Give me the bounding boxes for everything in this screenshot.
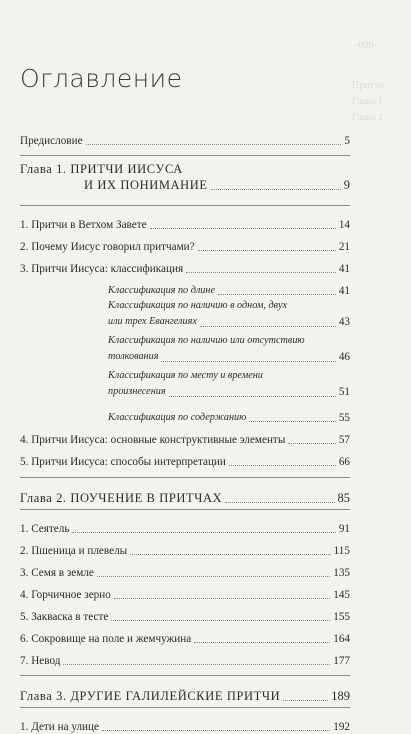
leader-dots — [229, 465, 336, 466]
chapter-title: Глава 2. ПОУЧЕНИЕ В ПРИТЧАХ — [20, 491, 223, 505]
leader-dots — [161, 361, 335, 362]
toc-entry-page: 51 — [338, 386, 350, 398]
toc-entry-page: 57 — [338, 434, 350, 446]
toc-entry[interactable] — [20, 425, 350, 447]
toc-subentry-label: Классификация по наличию в одном, двух — [108, 300, 287, 311]
toc-entry-page: 66 — [338, 456, 350, 468]
toc-entry-label: Предисловие — [20, 135, 83, 147]
leader-dots — [218, 294, 336, 295]
toc-entry[interactable] — [20, 624, 350, 646]
toc-entry-page: 145 — [333, 589, 350, 601]
bleed-through-text: -000- — [355, 40, 377, 51]
toc-entry-page: 46 — [338, 351, 350, 363]
toc-subentry-label: Классификация по длине — [108, 285, 215, 296]
toc-entry-page: 135 — [333, 567, 350, 579]
bleed-through-text: Притчи — [352, 80, 385, 91]
toc-entry[interactable] — [20, 558, 350, 580]
toc-entry-page: 55 — [338, 412, 350, 424]
toc-entry-label: 5. Притчи Иисуса: способы интерпретации — [20, 456, 226, 468]
leader-dots — [102, 730, 330, 731]
toc-entry-page: 115 — [333, 545, 350, 557]
toc-entry-label: 1. Притчи в Ветхом Завете — [20, 219, 147, 231]
toc-chapter-1[interactable] — [20, 161, 350, 201]
toc-subentry-label: Классификация по наличию или отсутствию — [108, 335, 305, 346]
toc-subentry[interactable] — [20, 333, 350, 368]
leader-dots — [249, 421, 335, 422]
leader-dots — [169, 396, 336, 397]
leader-dots — [150, 228, 336, 229]
leader-dots — [194, 642, 330, 643]
toc-entry[interactable] — [20, 602, 350, 624]
toc-entry-page: 192 — [333, 721, 350, 733]
toc-entry[interactable] — [20, 210, 350, 232]
toc-subentry[interactable] — [20, 403, 350, 425]
toc-entry-label: 2. Почему Иисус говорил притчами? — [20, 241, 195, 253]
leader-dots — [211, 189, 341, 190]
leader-dots — [288, 443, 335, 444]
leader-dots — [283, 700, 328, 701]
toc-entry-label: 6. Сокровище на поле и жемчужина — [20, 633, 192, 645]
toc-entry-page: 91 — [338, 523, 350, 535]
toc-entry-label: 3. Притчи Иисуса: классификация — [20, 263, 184, 275]
bleed-through-text: Глава 1 — [352, 96, 383, 107]
toc-chapter-2[interactable] — [20, 484, 350, 506]
toc-entry[interactable] — [20, 580, 350, 602]
toc-entry-page: 177 — [333, 655, 350, 667]
toc-entry-page: 164 — [333, 633, 350, 645]
toc-subentry[interactable] — [20, 298, 350, 333]
leader-dots — [130, 554, 330, 555]
toc-entry-page: 14 — [338, 219, 350, 231]
toc-entry[interactable] — [20, 646, 350, 668]
leader-dots — [63, 664, 330, 665]
bleed-through-text: Глава 2 — [352, 112, 383, 123]
toc-entry-page: 189 — [331, 689, 350, 703]
toc-subentry[interactable] — [20, 276, 350, 298]
leader-dots — [114, 598, 330, 599]
toc-entry-page: 41 — [338, 285, 350, 297]
toc-entry[interactable] — [20, 447, 350, 469]
toc-entry-page: 41 — [338, 263, 350, 275]
leader-dots — [198, 250, 336, 251]
toc-subentry-label: Классификация по содержанию — [108, 412, 247, 423]
toc-entry-page: 21 — [338, 241, 350, 253]
toc-subentry-label-cont: произнесения — [108, 386, 166, 397]
toc-entry-preface[interactable] — [20, 127, 350, 148]
toc-entry-page: 9 — [343, 178, 350, 192]
toc-subentry-label-cont: или трех Евангелиях — [108, 316, 197, 327]
toc-entry-label: 3. Семя в земле — [20, 567, 94, 579]
toc-entry-label: 4. Горчичное зерно — [20, 589, 111, 601]
toc-entry-page: 43 — [338, 316, 350, 328]
toc-entry[interactable] — [20, 232, 350, 254]
chapter-title: Глава 3. ДРУГИЕ ГАЛИЛЕЙСКИЕ ПРИТЧИ — [20, 689, 281, 703]
toc-subentry[interactable] — [20, 368, 350, 403]
leader-dots — [186, 272, 336, 273]
chapter-title-line-2: И ИХ ПОНИМАНИЕ — [84, 178, 208, 192]
toc-entry-page: 155 — [333, 611, 350, 623]
toc-entry[interactable] — [20, 536, 350, 558]
chapter-title-line-1: Глава 1. ПРИТЧИ ИИСУСА — [20, 162, 183, 176]
toc-subentry-label: Классификация по месту и времени — [108, 370, 263, 381]
toc-entry-label: 4. Притчи Иисуса: основные конструктивные элементы — [20, 434, 286, 446]
toc-entry-label: 7. Невод — [20, 655, 61, 667]
leader-dots — [200, 326, 336, 327]
leader-dots — [225, 502, 334, 503]
toc-entry-label: 5. Закваска в тесте — [20, 611, 109, 623]
toc-entry[interactable] — [20, 514, 350, 536]
toc-subentry-label-cont: толкования — [108, 351, 159, 362]
toc-entry[interactable] — [20, 254, 350, 276]
toc-entry-label: 2. Пшеница и плевелы — [20, 545, 128, 557]
toc-entry-label: 1. Дети на улице — [20, 721, 99, 733]
toc-chapter-3[interactable] — [20, 682, 350, 704]
table-of-contents — [20, 127, 350, 734]
toc-entry[interactable] — [20, 712, 350, 734]
leader-dots — [111, 620, 330, 621]
toc-entry-page: 5 — [344, 135, 350, 147]
leader-dots — [86, 144, 342, 145]
toc-entry-page: 85 — [337, 491, 350, 505]
page-title: Оглавление — [20, 64, 183, 93]
leader-dots — [97, 576, 330, 577]
leader-dots — [72, 532, 335, 533]
toc-entry-label: 1. Сеятель — [20, 523, 70, 535]
